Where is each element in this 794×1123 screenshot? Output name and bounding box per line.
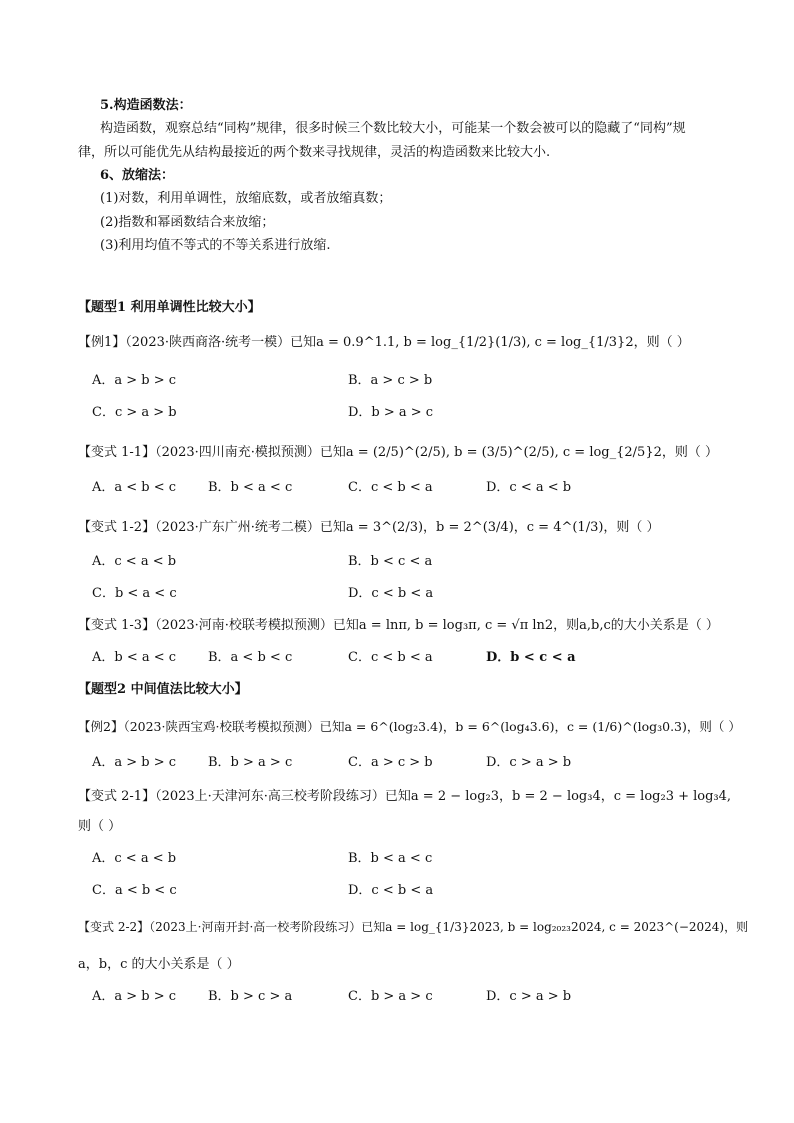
variant21-option-b[interactable]: B．b < a < c	[348, 851, 433, 866]
example1-stem: 【例1】（2023·陕西商洛·统考一模）已知a = 0.9^1.1, b = log_{1/2}(1/3), c = log_{1/3}2，则（ ）	[78, 335, 690, 350]
variant22-option-c[interactable]: C．b > a > c	[348, 989, 433, 1004]
example1-option-b[interactable]: B．a > c > b	[348, 373, 433, 388]
variant11-option-c[interactable]: C．c < b < a	[348, 480, 433, 495]
variant11-option-a[interactable]: A．a < b < c	[92, 480, 177, 495]
example2-stem: 【例2】（2023·陕西宝鸡·校联考模拟预测）已知a = 6^(log₂3.4)，b = 6^(log₄3.6)，c = (1/6)^(log₃0.3)，则（ ）	[78, 719, 741, 734]
variant11-option-b[interactable]: B．b < a < c	[208, 480, 293, 495]
variant12-stem: 【变式 1-2】（2023·广东广州·统考二模）已知a = 3^(2/3)，b = 2^(3/4)，c = 4^(1/3)，则（ ）	[78, 520, 660, 535]
variant13-option-d[interactable]: D．b < c < a	[486, 650, 576, 665]
variant13-stem: 【变式 1-3】（2023·河南·校联考模拟预测）已知a = lnπ, b = log₃π, c = √π ln2，则a,b,c的大小关系是（ ）	[78, 618, 719, 633]
variant12-option-c[interactable]: C．b < a < c	[92, 586, 177, 601]
variant22-option-d[interactable]: D．c > a > b	[486, 989, 572, 1004]
section6-item-3: (3)利用均值不等式的不等关系进行放缩.	[100, 238, 331, 253]
section5-paragraph-line2: 律，所以可能优先从结构最接近的两个数来寻找规律，灵活的构造函数来比较大小.	[78, 145, 551, 160]
type2-header: 【题型2 中间值法比较大小】	[78, 682, 248, 697]
variant21-stem-line2: 则（ ）	[78, 819, 122, 834]
variant21-option-c[interactable]: C．a < b < c	[92, 883, 177, 898]
variant21-stem-line1: 【变式 2-1】（2023上·天津河东·高三校考阶段练习）已知a = 2 − log₂3，b = 2 − log₃4，c = log₂3 + log₃4,	[78, 789, 732, 804]
variant22-stem-line1: 【变式 2-2】（2023上·河南开封·高一校考阶段练习）已知a = log_{1/3}2023, b = log₂₀₂₃2024, c = 2023^(−2024)，则	[78, 920, 749, 934]
example1-option-a[interactable]: A．a > b > c	[92, 373, 177, 388]
variant13-option-c[interactable]: C．c < b < a	[348, 650, 433, 665]
variant12-option-a[interactable]: A．c < a < b	[92, 554, 177, 569]
variant12-option-b[interactable]: B．b < c < a	[348, 554, 433, 569]
example1-option-d[interactable]: D．b > a > c	[348, 405, 434, 420]
variant22-stem-line2: a，b，c 的大小关系是（ ）	[78, 957, 240, 972]
section6-title: 6、放缩法：	[100, 168, 175, 183]
section6-item-2: (2)指数和幂函数结合来放缩；	[100, 215, 275, 230]
example2-option-a[interactable]: A．a > b > c	[92, 755, 177, 770]
example1-option-c[interactable]: C．c > a > b	[92, 405, 177, 420]
variant12-option-d[interactable]: D．c < b < a	[348, 586, 434, 601]
type1-header: 【题型1 利用单调性比较大小】	[78, 300, 261, 315]
example2-option-c[interactable]: C．a > c > b	[348, 755, 433, 770]
variant13-option-b[interactable]: B．a < b < c	[208, 650, 293, 665]
variant21-option-a[interactable]: A．c < a < b	[92, 851, 177, 866]
variant11-stem: 【变式 1-1】（2023·四川南充·模拟预测）已知a = (2/5)^(2/5), b = (3/5)^(2/5), c = log_{2/5}2，则（ ）	[78, 445, 718, 460]
variant13-option-a[interactable]: A．b < a < c	[92, 650, 177, 665]
section5-paragraph-line1: 构造函数，观察总结“同构”规律，很多时候三个数比较大小，可能某一个数会被可以的隐藏了“同构”规	[100, 121, 686, 136]
section5-title: 5.构造函数法：	[100, 98, 192, 113]
variant11-option-d[interactable]: D．c < a < b	[486, 480, 572, 495]
variant21-option-d[interactable]: D．c < b < a	[348, 883, 434, 898]
example2-option-d[interactable]: D．c > a > b	[486, 755, 572, 770]
section6-item-1: (1)对数，利用单调性，放缩底数，或者放缩真数；	[100, 191, 392, 206]
variant22-option-a[interactable]: A．a > b > c	[92, 989, 177, 1004]
variant22-option-b[interactable]: B．b > c > a	[208, 989, 293, 1004]
example2-option-b[interactable]: B．b > a > c	[208, 755, 293, 770]
